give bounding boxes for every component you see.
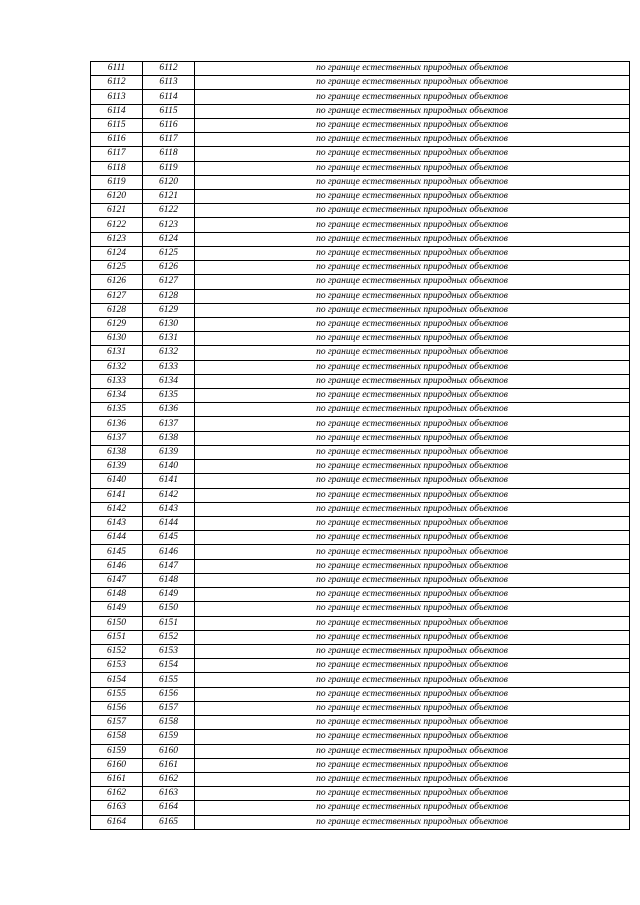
description-cell: по границе естественных природных объектов <box>195 374 630 388</box>
table-row <box>91 801 630 815</box>
table-row <box>91 545 630 559</box>
point-to-cell: 6128 <box>143 289 195 303</box>
point-to-cell: 6116 <box>143 118 195 132</box>
description-cell: по границе естественных природных объектов <box>195 602 630 616</box>
description-cell: по границе естественных природных объектов <box>195 417 630 431</box>
table-row <box>91 716 630 730</box>
table-row <box>91 161 630 175</box>
point-to-cell: 6129 <box>143 303 195 317</box>
table-row <box>91 232 630 246</box>
point-to-cell: 6125 <box>143 246 195 260</box>
point-from-cell: 6120 <box>91 189 143 203</box>
description-cell: по границе естественных природных объектов <box>195 175 630 189</box>
point-from-cell: 6154 <box>91 673 143 687</box>
table-body <box>91 62 630 830</box>
point-to-cell: 6132 <box>143 346 195 360</box>
description-cell: по границе естественных природных объектов <box>195 716 630 730</box>
point-from-cell: 6156 <box>91 701 143 715</box>
description-cell: по границе естественных природных объектов <box>195 559 630 573</box>
boundary-table <box>90 61 630 830</box>
point-to-cell: 6151 <box>143 616 195 630</box>
description-cell: по границе естественных природных объектов <box>195 772 630 786</box>
point-from-cell: 6146 <box>91 559 143 573</box>
point-from-cell: 6113 <box>91 90 143 104</box>
description-cell: по границе естественных природных объектов <box>195 588 630 602</box>
point-from-cell: 6160 <box>91 758 143 772</box>
point-to-cell: 6158 <box>143 716 195 730</box>
point-from-cell: 6163 <box>91 801 143 815</box>
description-cell: по границе естественных природных объектов <box>195 261 630 275</box>
table-row <box>91 261 630 275</box>
point-to-cell: 6145 <box>143 531 195 545</box>
table-row <box>91 730 630 744</box>
table-row <box>91 147 630 161</box>
point-to-cell: 6156 <box>143 687 195 701</box>
table-row <box>91 90 630 104</box>
description-cell: по границе естественных природных объектов <box>195 445 630 459</box>
description-cell: по границе естественных природных объектов <box>195 289 630 303</box>
point-to-cell: 6137 <box>143 417 195 431</box>
table-row <box>91 815 630 829</box>
point-to-cell: 6112 <box>143 62 195 76</box>
point-to-cell: 6135 <box>143 389 195 403</box>
table-row <box>91 389 630 403</box>
point-to-cell: 6113 <box>143 76 195 90</box>
point-from-cell: 6122 <box>91 218 143 232</box>
table-row <box>91 517 630 531</box>
table-row <box>91 104 630 118</box>
point-to-cell: 6160 <box>143 744 195 758</box>
point-to-cell: 6120 <box>143 175 195 189</box>
description-cell: по границе естественных природных объектов <box>195 62 630 76</box>
description-cell: по границе естественных природных объектов <box>195 346 630 360</box>
point-to-cell: 6130 <box>143 317 195 331</box>
table-row <box>91 644 630 658</box>
point-from-cell: 6117 <box>91 147 143 161</box>
table-row <box>91 531 630 545</box>
table-row <box>91 616 630 630</box>
point-to-cell: 6153 <box>143 644 195 658</box>
point-from-cell: 6137 <box>91 431 143 445</box>
point-from-cell: 6155 <box>91 687 143 701</box>
point-from-cell: 6119 <box>91 175 143 189</box>
point-from-cell: 6138 <box>91 445 143 459</box>
point-from-cell: 6158 <box>91 730 143 744</box>
point-from-cell: 6148 <box>91 588 143 602</box>
description-cell: по границе естественных природных объектов <box>195 275 630 289</box>
description-cell: по границе естественных природных объектов <box>195 133 630 147</box>
point-from-cell: 6153 <box>91 659 143 673</box>
point-from-cell: 6147 <box>91 573 143 587</box>
table-row <box>91 502 630 516</box>
table-row <box>91 218 630 232</box>
point-to-cell: 6152 <box>143 630 195 644</box>
point-from-cell: 6131 <box>91 346 143 360</box>
description-cell: по границе естественных природных объектов <box>195 218 630 232</box>
point-from-cell: 6132 <box>91 360 143 374</box>
point-to-cell: 6148 <box>143 573 195 587</box>
point-to-cell: 6163 <box>143 787 195 801</box>
point-to-cell: 6134 <box>143 374 195 388</box>
description-cell: по границе естественных природных объектов <box>195 389 630 403</box>
point-from-cell: 6140 <box>91 474 143 488</box>
point-to-cell: 6124 <box>143 232 195 246</box>
description-cell: по границе естественных природных объектов <box>195 189 630 203</box>
table-row <box>91 118 630 132</box>
table-row <box>91 787 630 801</box>
description-cell: по границе естественных природных объектов <box>195 815 630 829</box>
description-cell: по границе естественных природных объектов <box>195 332 630 346</box>
point-from-cell: 6142 <box>91 502 143 516</box>
table-row <box>91 772 630 786</box>
point-from-cell: 6150 <box>91 616 143 630</box>
table-row <box>91 374 630 388</box>
point-to-cell: 6122 <box>143 204 195 218</box>
table-row <box>91 460 630 474</box>
description-cell: по границе естественных природных объектов <box>195 460 630 474</box>
point-to-cell: 6142 <box>143 488 195 502</box>
point-to-cell: 6162 <box>143 772 195 786</box>
description-cell: по границе естественных природных объектов <box>195 630 630 644</box>
description-cell: по границе естественных природных объектов <box>195 730 630 744</box>
point-to-cell: 6133 <box>143 360 195 374</box>
point-from-cell: 6139 <box>91 460 143 474</box>
point-from-cell: 6162 <box>91 787 143 801</box>
table-row <box>91 289 630 303</box>
description-cell: по границе естественных природных объектов <box>195 644 630 658</box>
table-row <box>91 488 630 502</box>
point-to-cell: 6159 <box>143 730 195 744</box>
description-cell: по границе естественных природных объектов <box>195 90 630 104</box>
point-to-cell: 6157 <box>143 701 195 715</box>
table-row <box>91 360 630 374</box>
point-from-cell: 6141 <box>91 488 143 502</box>
point-to-cell: 6149 <box>143 588 195 602</box>
table-row <box>91 417 630 431</box>
point-to-cell: 6119 <box>143 161 195 175</box>
description-cell: по границе естественных природных объектов <box>195 232 630 246</box>
description-cell: по границе естественных природных объектов <box>195 517 630 531</box>
table-row <box>91 744 630 758</box>
table-row <box>91 76 630 90</box>
point-from-cell: 6143 <box>91 517 143 531</box>
description-cell: по границе естественных природных объектов <box>195 744 630 758</box>
description-cell: по границе естественных природных объектов <box>195 303 630 317</box>
point-to-cell: 6146 <box>143 545 195 559</box>
point-from-cell: 6157 <box>91 716 143 730</box>
table-row <box>91 588 630 602</box>
table-row <box>91 687 630 701</box>
point-from-cell: 6144 <box>91 531 143 545</box>
description-cell: по границе естественных природных объектов <box>195 616 630 630</box>
table-row <box>91 403 630 417</box>
point-to-cell: 6131 <box>143 332 195 346</box>
point-to-cell: 6140 <box>143 460 195 474</box>
point-from-cell: 6164 <box>91 815 143 829</box>
table-row <box>91 189 630 203</box>
point-to-cell: 6123 <box>143 218 195 232</box>
point-from-cell: 6133 <box>91 374 143 388</box>
point-from-cell: 6130 <box>91 332 143 346</box>
description-cell: по границе естественных природных объектов <box>195 659 630 673</box>
point-to-cell: 6165 <box>143 815 195 829</box>
point-to-cell: 6139 <box>143 445 195 459</box>
point-from-cell: 6112 <box>91 76 143 90</box>
description-cell: по границе естественных природных объектов <box>195 687 630 701</box>
description-cell: по границе естественных природных объектов <box>195 246 630 260</box>
description-cell: по границе естественных природных объектов <box>195 787 630 801</box>
point-from-cell: 6145 <box>91 545 143 559</box>
point-from-cell: 6126 <box>91 275 143 289</box>
table-row <box>91 346 630 360</box>
description-cell: по границе естественных природных объектов <box>195 118 630 132</box>
point-to-cell: 6127 <box>143 275 195 289</box>
point-to-cell: 6147 <box>143 559 195 573</box>
point-to-cell: 6115 <box>143 104 195 118</box>
description-cell: по границе естественных природных объектов <box>195 545 630 559</box>
point-to-cell: 6141 <box>143 474 195 488</box>
point-to-cell: 6143 <box>143 502 195 516</box>
table-row <box>91 303 630 317</box>
point-to-cell: 6126 <box>143 261 195 275</box>
point-to-cell: 6117 <box>143 133 195 147</box>
description-cell: по границе естественных природных объектов <box>195 758 630 772</box>
table-row <box>91 659 630 673</box>
table-row <box>91 317 630 331</box>
point-from-cell: 6161 <box>91 772 143 786</box>
point-to-cell: 6138 <box>143 431 195 445</box>
description-cell: по границе естественных природных объектов <box>195 801 630 815</box>
point-from-cell: 6127 <box>91 289 143 303</box>
point-from-cell: 6114 <box>91 104 143 118</box>
point-to-cell: 6118 <box>143 147 195 161</box>
point-from-cell: 6129 <box>91 317 143 331</box>
description-cell: по границе естественных природных объектов <box>195 403 630 417</box>
description-cell: по границе естественных природных объектов <box>195 488 630 502</box>
table-row <box>91 474 630 488</box>
table-row <box>91 445 630 459</box>
point-from-cell: 6118 <box>91 161 143 175</box>
table-row <box>91 573 630 587</box>
table-row <box>91 559 630 573</box>
description-cell: по границе естественных природных объектов <box>195 104 630 118</box>
point-to-cell: 6136 <box>143 403 195 417</box>
point-from-cell: 6151 <box>91 630 143 644</box>
table-row <box>91 758 630 772</box>
point-from-cell: 6135 <box>91 403 143 417</box>
table-row <box>91 431 630 445</box>
point-from-cell: 6136 <box>91 417 143 431</box>
description-cell: по границе естественных природных объектов <box>195 573 630 587</box>
point-from-cell: 6134 <box>91 389 143 403</box>
point-to-cell: 6164 <box>143 801 195 815</box>
table-row <box>91 630 630 644</box>
point-to-cell: 6114 <box>143 90 195 104</box>
point-from-cell: 6149 <box>91 602 143 616</box>
point-to-cell: 6121 <box>143 189 195 203</box>
point-from-cell: 6152 <box>91 644 143 658</box>
table-row <box>91 204 630 218</box>
point-to-cell: 6155 <box>143 673 195 687</box>
description-cell: по границе естественных природных объектов <box>195 502 630 516</box>
table-row <box>91 673 630 687</box>
description-cell: по границе естественных природных объектов <box>195 161 630 175</box>
description-cell: по границе естественных природных объектов <box>195 147 630 161</box>
point-to-cell: 6150 <box>143 602 195 616</box>
table-row <box>91 332 630 346</box>
point-from-cell: 6124 <box>91 246 143 260</box>
point-to-cell: 6154 <box>143 659 195 673</box>
table-row <box>91 62 630 76</box>
description-cell: по границе естественных природных объектов <box>195 204 630 218</box>
table-row <box>91 701 630 715</box>
point-to-cell: 6144 <box>143 517 195 531</box>
point-from-cell: 6159 <box>91 744 143 758</box>
point-from-cell: 6115 <box>91 118 143 132</box>
table-row <box>91 175 630 189</box>
description-cell: по границе естественных природных объектов <box>195 531 630 545</box>
description-cell: по границе естественных природных объектов <box>195 701 630 715</box>
point-from-cell: 6125 <box>91 261 143 275</box>
table-row <box>91 133 630 147</box>
description-cell: по границе естественных природных объектов <box>195 317 630 331</box>
description-cell: по границе естественных природных объектов <box>195 431 630 445</box>
point-from-cell: 6123 <box>91 232 143 246</box>
point-to-cell: 6161 <box>143 758 195 772</box>
point-from-cell: 6111 <box>91 62 143 76</box>
description-cell: по границе естественных природных объектов <box>195 76 630 90</box>
point-from-cell: 6116 <box>91 133 143 147</box>
point-from-cell: 6121 <box>91 204 143 218</box>
table-row <box>91 246 630 260</box>
description-cell: по границе естественных природных объектов <box>195 360 630 374</box>
table-row <box>91 602 630 616</box>
description-cell: по границе естественных природных объектов <box>195 673 630 687</box>
description-cell: по границе естественных природных объектов <box>195 474 630 488</box>
table-row <box>91 275 630 289</box>
point-from-cell: 6128 <box>91 303 143 317</box>
